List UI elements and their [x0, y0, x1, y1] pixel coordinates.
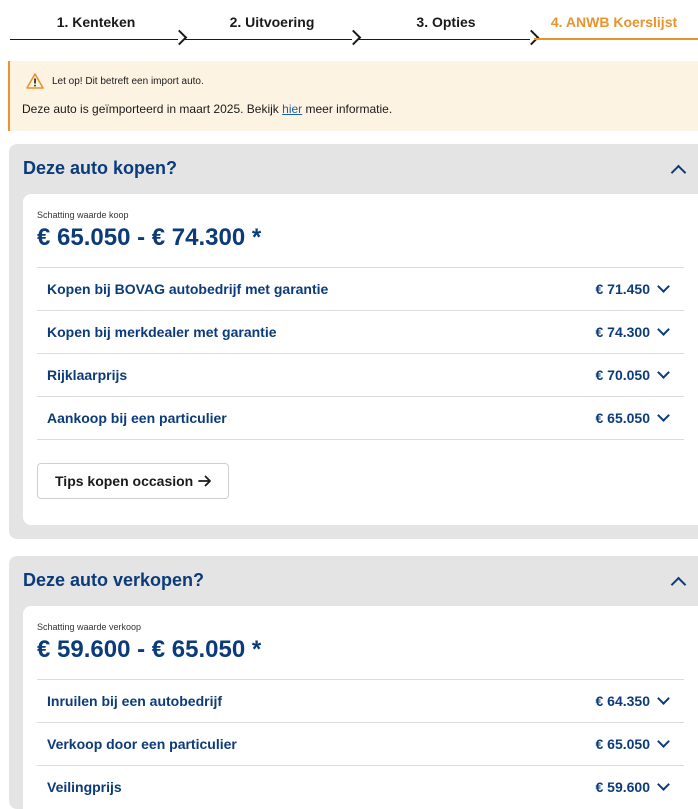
chevron-up-icon[interactable]: [671, 165, 687, 181]
buy-section-title[interactable]: Deze auto kopen?: [23, 158, 178, 178]
warning-text-before: Deze auto is geïmporteerd in maart 2025. Bekijk: [22, 102, 283, 116]
chevron-right-icon: [346, 30, 362, 46]
list-item[interactable]: [37, 310, 684, 353]
row-price: € 65.050: [595, 736, 650, 752]
warning-icon: [26, 73, 44, 89]
step-anwb-koerslijst[interactable]: 4. ANWB Koerslijst: [550, 14, 678, 30]
chevron-down-icon[interactable]: [657, 778, 670, 791]
row-label: Veilingprijs: [47, 779, 122, 795]
sell-estimate-label: Schatting waarde verkoop: [37, 622, 142, 632]
sell-card: [23, 606, 698, 809]
tips-buying-button[interactable]: [37, 463, 229, 499]
list-item[interactable]: [37, 679, 684, 722]
row-label: Rijklaarprijs: [47, 367, 128, 383]
list-item[interactable]: [37, 353, 684, 396]
list-item[interactable]: [37, 396, 684, 440]
more-info-link[interactable]: hier: [282, 102, 303, 116]
list-item[interactable]: [37, 765, 684, 808]
chevron-down-icon[interactable]: [657, 323, 670, 336]
row-price: € 74.300: [595, 324, 650, 340]
row-price: € 65.050: [595, 410, 650, 426]
step-divider: [10, 39, 178, 40]
row-label: Aankoop bij een particulier: [47, 410, 227, 426]
buy-section: [9, 144, 698, 539]
row-label: Kopen bij BOVAG autobedrijf met garantie: [47, 281, 329, 297]
chevron-right-icon: [172, 30, 188, 46]
buy-estimate-value: € 65.050 - € 74.300 *: [37, 224, 262, 251]
row-label: Inruilen bij een autobedrijf: [47, 693, 223, 709]
row-price: € 71.450: [595, 281, 650, 297]
row-label: Kopen bij merkdealer met garantie: [47, 324, 277, 340]
chevron-down-icon[interactable]: [657, 692, 670, 705]
step-uitvoering[interactable]: 2. Uitvoering: [229, 14, 315, 30]
warning-text-after: meer informatie.: [302, 102, 393, 116]
list-item[interactable]: [37, 267, 684, 310]
step-kenteken[interactable]: 1. Kenteken: [56, 14, 136, 30]
row-price: € 64.350: [595, 693, 650, 709]
list-item[interactable]: [37, 722, 684, 765]
step-opties[interactable]: 3. Opties: [416, 14, 476, 30]
tips-buying-label: Tips kopen occasion: [55, 473, 194, 489]
row-price: € 70.050: [595, 367, 650, 383]
arrow-right-icon: [198, 474, 212, 488]
sell-estimate-value: € 59.600 - € 65.050 *: [37, 636, 262, 663]
row-label: Verkoop door een particulier: [47, 736, 237, 752]
chevron-down-icon[interactable]: [657, 409, 670, 422]
buy-estimate-label: Schatting waarde koop: [37, 210, 129, 220]
step-divider: [358, 39, 530, 40]
step-divider: [184, 39, 352, 40]
sell-section-title[interactable]: Deze auto verkopen?: [23, 570, 205, 590]
row-price: € 59.600: [595, 779, 650, 795]
progress-stepper: [10, 0, 698, 46]
step-divider-active: [534, 38, 698, 40]
warning-text: [22, 102, 392, 116]
chevron-up-icon[interactable]: [671, 577, 687, 593]
import-warning-banner: [8, 61, 698, 131]
sell-price-list: [37, 679, 684, 808]
sell-section: [9, 556, 698, 809]
buy-price-list: [37, 267, 684, 440]
chevron-down-icon[interactable]: [657, 366, 670, 379]
buy-card: [23, 194, 698, 525]
chevron-down-icon[interactable]: [657, 735, 670, 748]
chevron-down-icon[interactable]: [657, 280, 670, 293]
warning-title: Let op! Dit betreft een import auto.: [52, 76, 204, 87]
